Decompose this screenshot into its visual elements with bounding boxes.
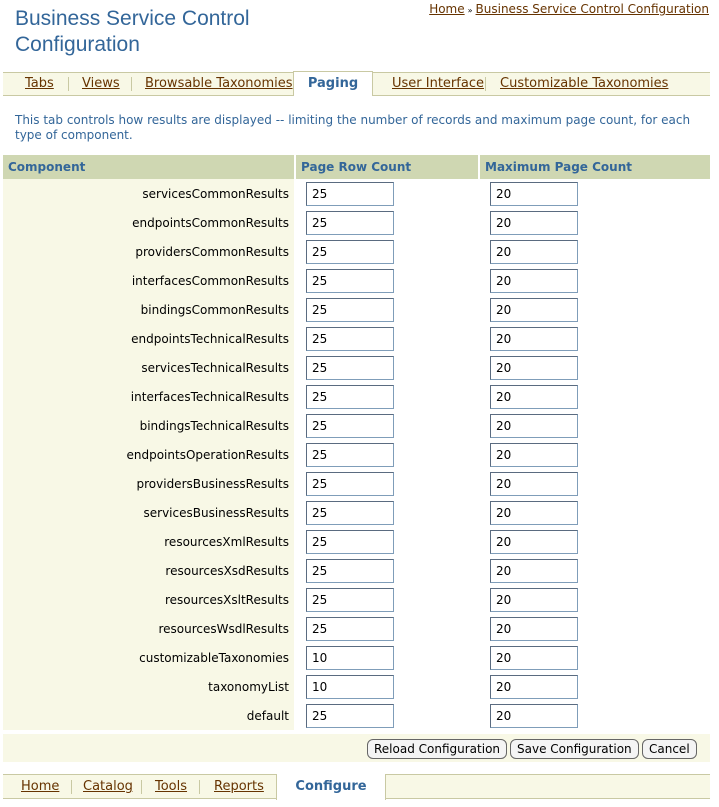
page-row-count-input[interactable] (306, 298, 394, 322)
component-label: providersBusinessResults (3, 469, 295, 498)
page-row-count-input[interactable] (306, 617, 394, 641)
column-header-page-row-count: Page Row Count (295, 155, 479, 179)
table-row (3, 614, 710, 643)
component-label: endpointsCommonResults (3, 208, 295, 237)
table-row (3, 469, 710, 498)
table-row (3, 237, 710, 266)
max-page-cell (479, 498, 710, 527)
row-count-cell (295, 382, 479, 411)
maximum-page-count-input[interactable] (490, 269, 578, 293)
page-row-count-input[interactable] (306, 559, 394, 583)
page-title: Business Service Control Configuration (15, 7, 250, 56)
maximum-page-count-input[interactable] (490, 211, 578, 235)
row-count-cell (295, 643, 479, 672)
maximum-page-count-input[interactable] (490, 559, 578, 583)
row-count-cell (295, 411, 479, 440)
row-count-cell (295, 266, 479, 295)
component-label: endpointsOperationResults (3, 440, 295, 469)
tab-customizable-taxonomies[interactable]: Customizable Taxonomies (500, 76, 669, 91)
page-row-count-input[interactable] (306, 385, 394, 409)
maximum-page-count-input[interactable] (490, 414, 578, 438)
config-tab-bar (3, 72, 710, 96)
tab-browsable-taxonomies[interactable]: Browsable Taxonomies (145, 76, 293, 91)
row-count-cell (295, 353, 479, 382)
row-count-cell (295, 295, 479, 324)
maximum-page-count-input[interactable] (490, 530, 578, 554)
max-page-cell (479, 411, 710, 440)
row-count-cell (295, 556, 479, 585)
table-row (3, 324, 710, 353)
row-count-cell (295, 672, 479, 701)
tab-tabs[interactable]: Tabs (25, 76, 54, 91)
maximum-page-count-input[interactable] (490, 240, 578, 264)
global-tab-tools[interactable]: Tools (155, 779, 188, 794)
page-row-count-input[interactable] (306, 675, 394, 699)
table-row (3, 643, 710, 672)
maximum-page-count-input[interactable] (490, 385, 578, 409)
row-count-cell (295, 237, 479, 266)
page-row-count-input[interactable] (306, 182, 394, 206)
row-count-cell (295, 701, 479, 730)
page-row-count-input[interactable] (306, 211, 394, 235)
max-page-cell (479, 701, 710, 730)
row-count-cell (295, 585, 479, 614)
save-configuration-button[interactable]: Save Configuration (510, 739, 639, 759)
row-count-cell (295, 208, 479, 237)
row-count-cell (295, 498, 479, 527)
max-page-cell (479, 556, 710, 585)
max-page-cell (479, 440, 710, 469)
maximum-page-count-input[interactable] (490, 646, 578, 670)
component-label: servicesCommonResults (3, 179, 295, 208)
max-page-cell (479, 527, 710, 556)
breadcrumb-separator: » (467, 6, 473, 15)
row-count-cell (295, 614, 479, 643)
column-header-maximum-page-count: Maximum Page Count (479, 155, 710, 179)
tab-divider (68, 77, 69, 91)
table-row (3, 672, 710, 701)
tab-divider (485, 77, 486, 91)
maximum-page-count-input[interactable] (490, 356, 578, 380)
component-label: servicesTechnicalResults (3, 353, 295, 382)
row-count-cell (295, 527, 479, 556)
maximum-page-count-input[interactable] (490, 501, 578, 525)
tab-views[interactable]: Views (82, 76, 120, 91)
maximum-page-count-input[interactable] (490, 704, 578, 728)
row-count-cell (295, 324, 479, 353)
page-row-count-input[interactable] (306, 443, 394, 467)
column-header-component: Component (3, 155, 295, 179)
tab-divider (131, 77, 132, 91)
page-row-count-input[interactable] (306, 704, 394, 728)
component-label: customizableTaxonomies (3, 643, 295, 672)
table-row (3, 295, 710, 324)
maximum-page-count-input[interactable] (490, 472, 578, 496)
max-page-cell (479, 585, 710, 614)
table-header-row (3, 155, 710, 179)
table-row (3, 353, 710, 382)
page-row-count-input[interactable] (306, 588, 394, 612)
component-label: default (3, 701, 295, 730)
component-label: bindingsTechnicalResults (3, 411, 295, 440)
max-page-cell (479, 237, 710, 266)
table-row (3, 556, 710, 585)
table-row (3, 701, 710, 730)
page-row-count-input[interactable] (306, 501, 394, 525)
max-page-cell (479, 614, 710, 643)
table-row (3, 585, 710, 614)
global-tab-divider (141, 780, 142, 794)
global-tab-catalog[interactable]: Catalog (83, 779, 133, 794)
max-page-cell (479, 643, 710, 672)
table-row (3, 208, 710, 237)
row-count-cell (295, 440, 479, 469)
max-page-cell (479, 208, 710, 237)
table-row (3, 179, 710, 208)
maximum-page-count-input[interactable] (490, 443, 578, 467)
reload-configuration-button[interactable]: Reload Configuration (367, 739, 507, 759)
breadcrumb-home-link[interactable]: Home (429, 2, 465, 16)
page-row-count-input[interactable] (306, 356, 394, 380)
table-row (3, 266, 710, 295)
row-count-cell (295, 469, 479, 498)
page-row-count-input[interactable] (306, 646, 394, 670)
global-tab-configure[interactable]: Configure (276, 774, 386, 800)
global-tab-home[interactable]: Home (21, 779, 60, 794)
max-page-cell (479, 324, 710, 353)
table-row (3, 411, 710, 440)
row-count-cell (295, 179, 479, 208)
component-label: interfacesCommonResults (3, 266, 295, 295)
global-tab-divider (71, 780, 72, 794)
tab-paging[interactable]: Paging (293, 71, 373, 96)
component-label: providersCommonResults (3, 237, 295, 266)
component-label: taxonomyList (3, 672, 295, 701)
maximum-page-count-input[interactable] (490, 327, 578, 351)
page-row-count-input[interactable] (306, 269, 394, 293)
cancel-button[interactable]: Cancel (642, 739, 697, 759)
tab-description: This tab controls how results are displayed -- limiting the number of records and maximum page count, for each type of component. (15, 113, 691, 142)
table-row (3, 440, 710, 469)
page-row-count-input[interactable] (306, 240, 394, 264)
max-page-cell (479, 266, 710, 295)
max-page-cell (479, 295, 710, 324)
component-label: endpointsTechnicalResults (3, 324, 295, 353)
paging-table-body (3, 179, 710, 730)
component-label: resourcesXsltResults (3, 585, 295, 614)
maximum-page-count-input[interactable] (490, 617, 578, 641)
table-row (3, 498, 710, 527)
tab-user-interface[interactable]: User Interface (392, 76, 484, 91)
max-page-cell (479, 382, 710, 411)
breadcrumb (429, 2, 709, 16)
component-label: resourcesXmlResults (3, 527, 295, 556)
page-row-count-input[interactable] (306, 472, 394, 496)
component-label: servicesBusinessResults (3, 498, 295, 527)
global-tab-reports[interactable]: Reports (214, 779, 264, 794)
component-label: resourcesWsdlResults (3, 614, 295, 643)
page-row-count-input[interactable] (306, 414, 394, 438)
max-page-cell (479, 179, 710, 208)
component-label: resourcesXsdResults (3, 556, 295, 585)
max-page-cell (479, 672, 710, 701)
maximum-page-count-input[interactable] (490, 675, 578, 699)
page-row-count-input[interactable] (306, 530, 394, 554)
component-label: bindingsCommonResults (3, 295, 295, 324)
page-row-count-input[interactable] (306, 327, 394, 351)
table-row (3, 527, 710, 556)
paging-table (3, 155, 710, 730)
component-label: interfacesTechnicalResults (3, 382, 295, 411)
table-row (3, 382, 710, 411)
max-page-cell (479, 353, 710, 382)
maximum-page-count-input[interactable] (490, 588, 578, 612)
maximum-page-count-input[interactable] (490, 298, 578, 322)
breadcrumb-current-link[interactable]: Business Service Control Configuration (475, 2, 709, 16)
maximum-page-count-input[interactable] (490, 182, 578, 206)
global-tab-bar (3, 774, 710, 800)
max-page-cell (479, 469, 710, 498)
action-bar (3, 734, 710, 762)
global-tab-divider (199, 780, 200, 794)
